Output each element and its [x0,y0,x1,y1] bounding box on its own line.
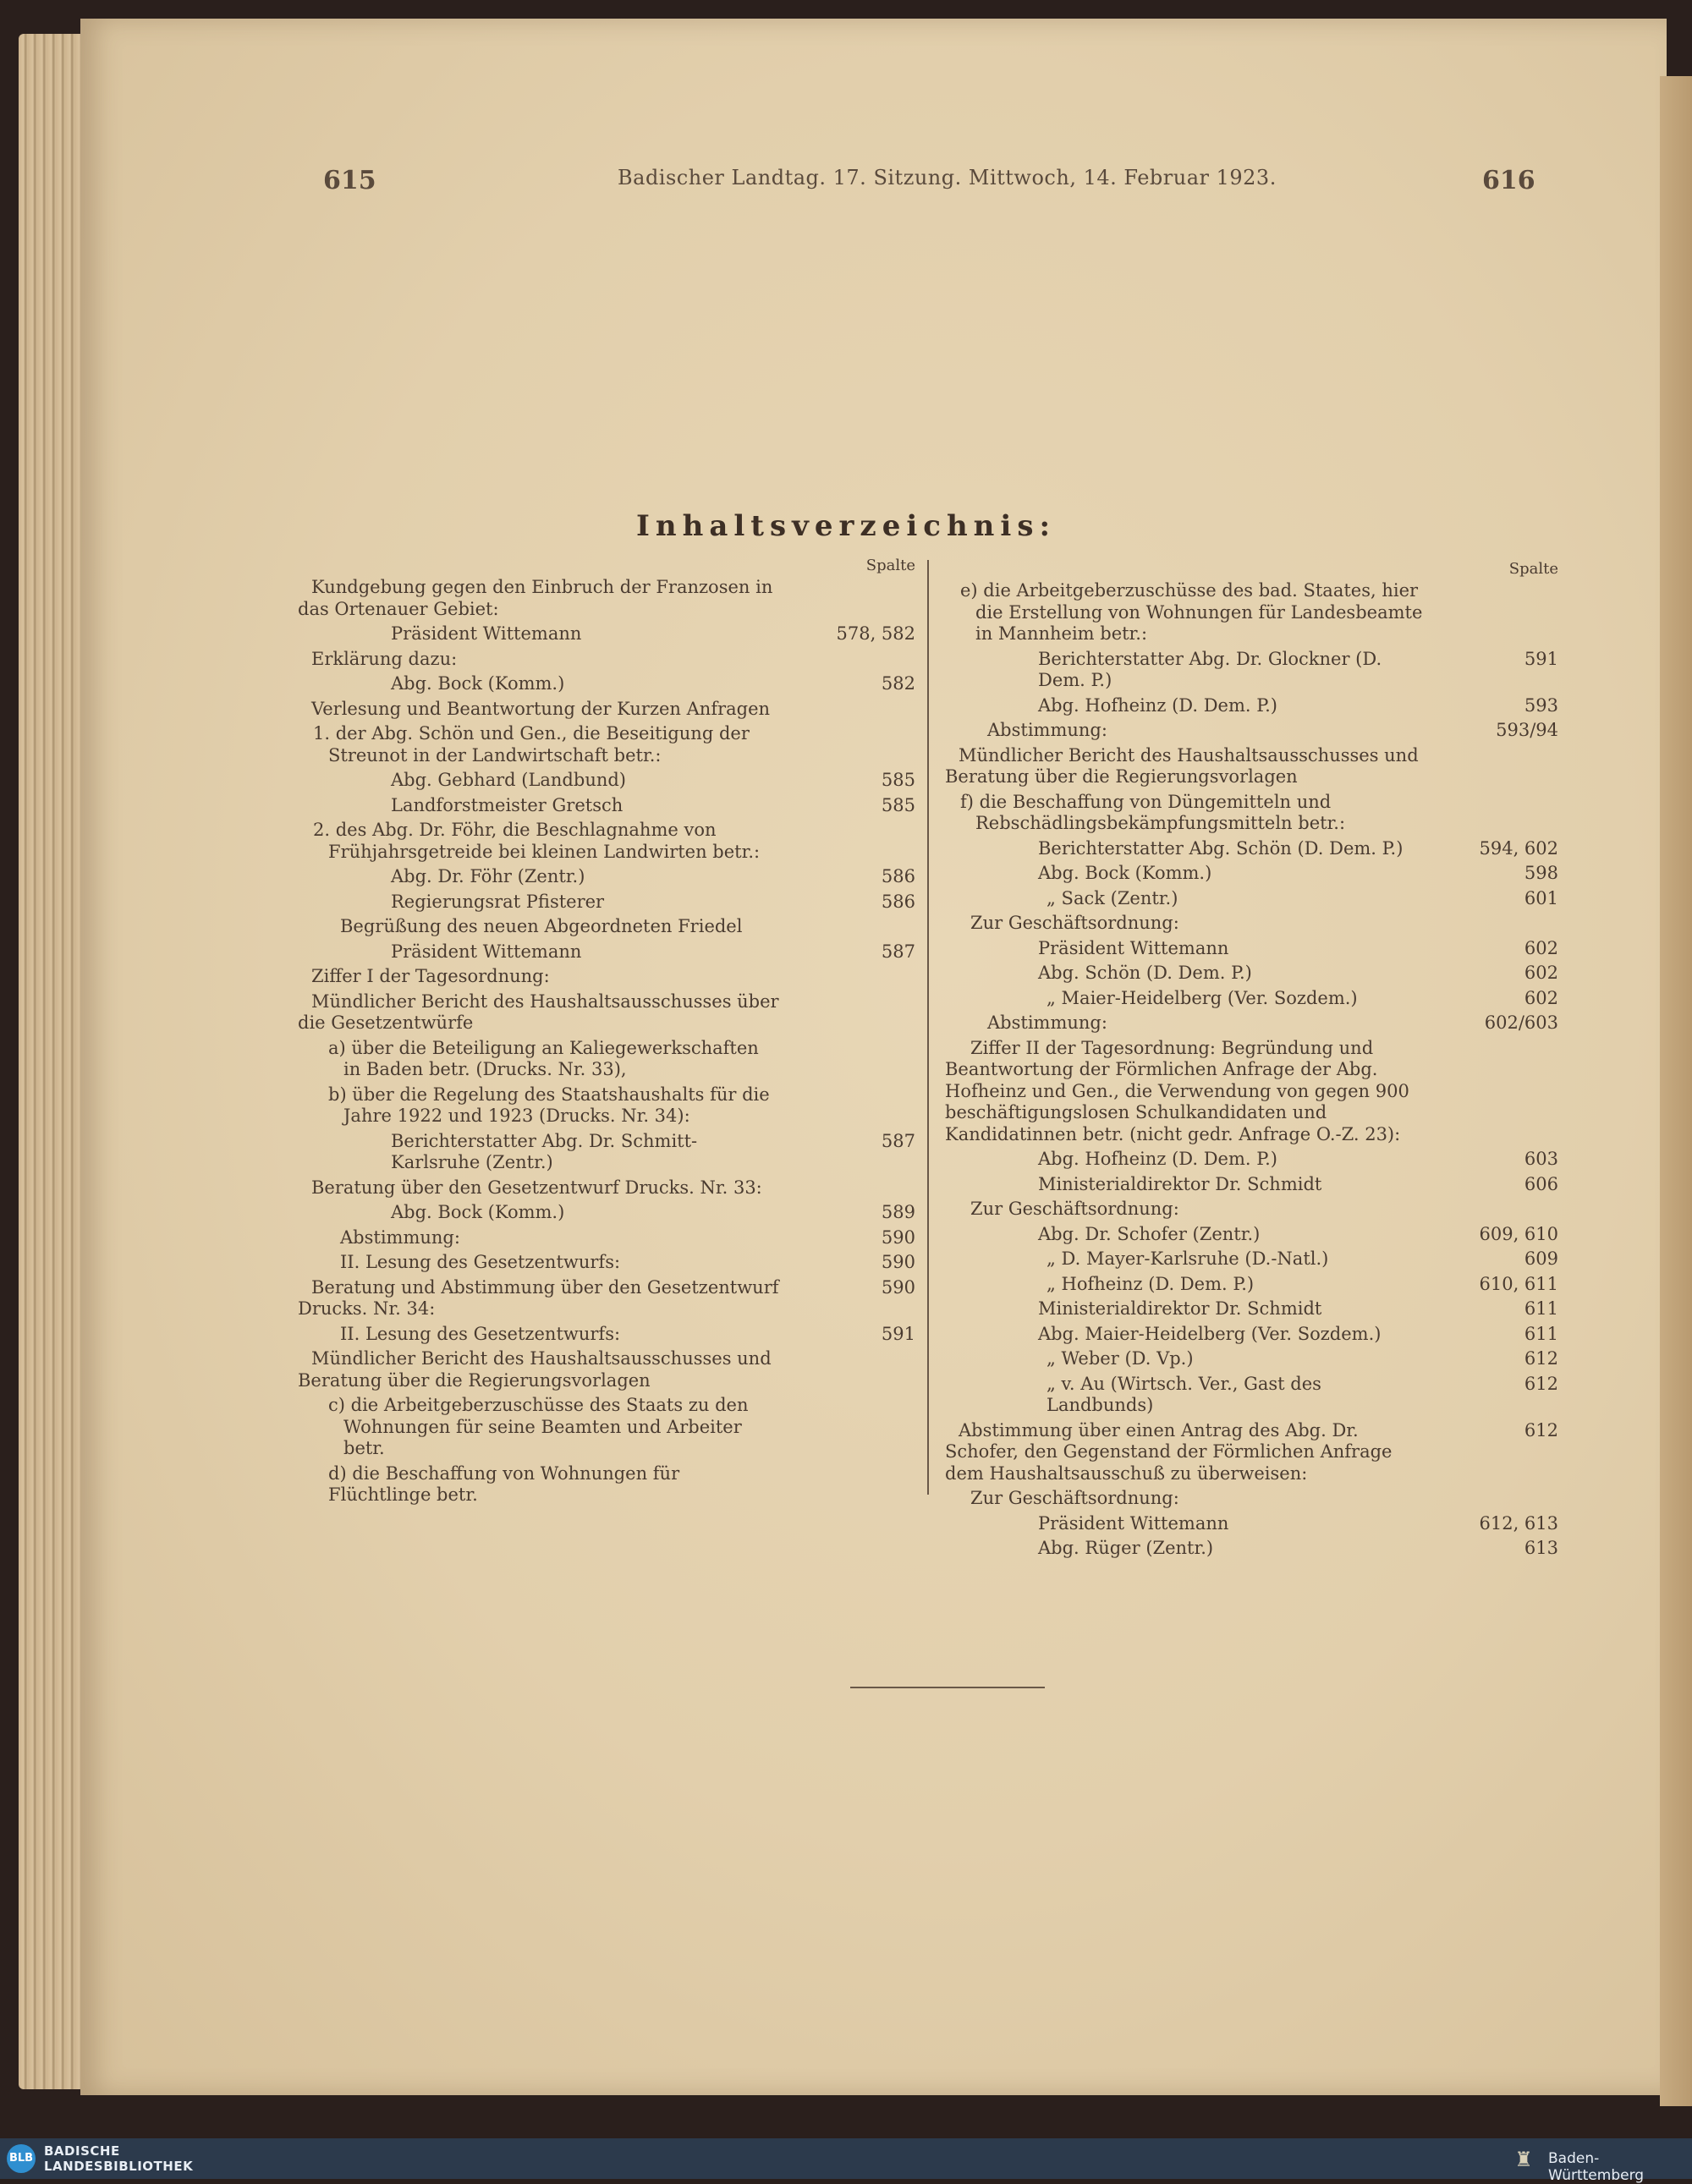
toc-entry-text: Abg. Hofheinz (D. Dem. P.) [1038,1149,1277,1169]
end-rule [850,1687,1045,1688]
toc-entry [945,580,1558,645]
toc-entry-column-number: 586 [881,866,915,886]
toc-entry [945,963,1558,985]
toc-entry-column-number: 591 [881,1323,915,1344]
toc-entry [945,1149,1558,1171]
toc-entry-text: Abg. Bock (Komm.) [1038,863,1212,883]
spalte-label: Spalte [865,557,915,574]
library-name-line2: LANDESBIBLIOTHEK [44,2159,194,2174]
toc-entry-text: Abg. Dr. Schofer (Zentr.) [1038,1223,1261,1244]
toc-entry-text: Präsident Wittemann [391,941,582,962]
toc-entry-text: Kundgebung gegen den Einbruch der Franzosen in das Ortenauer Gebiet: [298,577,773,619]
toc-entry-text: Abg. Schön (D. Dem. P.) [1038,963,1252,983]
toc-entry [945,838,1558,860]
toc-entry [945,863,1558,885]
toc-entry-text: Regierungsrat Pfisterer [391,891,605,912]
toc-entry-column-number: 603 [1524,1149,1558,1169]
toc-entry-text: Abg. Bock (Komm.) [391,1202,565,1222]
toc-entry [945,1298,1558,1320]
toc-entry-text: Abg. Dr. Föhr (Zentr.) [391,866,585,886]
toc-entry-column-number: 613 [1524,1538,1558,1558]
toc-entry-column-number: 587 [881,1130,915,1151]
toc-entry-column-number: 591 [1524,648,1558,669]
toc-entry-text: Mündlicher Bericht des Haushaltsausschusses über die Gesetzentwürfe [298,990,779,1033]
toc-entry-text: Beratung und Abstimmung über den Gesetzentwurf Drucks. Nr. 34: [298,1276,779,1319]
toc-entry-text: Berichterstatter Abg. Dr. Schmitt-Karlsruhe (Zentr.) [391,1130,698,1172]
toc-entry-text: Abg. Maier-Heidelberg (Ver. Sozdem.) [1038,1323,1382,1344]
toc-entry [945,1420,1558,1485]
toc-entry-text: Ministerialdirektor Dr. Schmidt [1038,1298,1322,1319]
toc-entry [945,1513,1558,1535]
toc-entry-column-number: 602 [1524,963,1558,983]
toc-entry [945,720,1558,742]
toc-entry-column-number: 598 [1524,863,1558,883]
left-column [298,555,915,1506]
footer-bar [0,2138,1692,2184]
toc-entry [298,1084,915,1128]
toc-entry-column-number: 594, 602 [1479,837,1558,859]
toc-entry-text: Abg. Rüger (Zentr.) [1038,1538,1214,1558]
toc-entry [298,623,915,645]
toc-entry-column-number: 601 [1524,887,1558,908]
toc-entry-column-number: 585 [881,794,915,815]
toc-entry-text: 2. des Abg. Dr. Föhr, die Beschlagnahme von Frühjahrsgetreide bei kleinen Landwirten betr.: [313,820,761,862]
spalte-label: Spalte [1508,560,1558,578]
toc-entry-text: „ Weber (D. Vp.) [1047,1348,1194,1369]
toc-entry-text: Ministerialdirektor Dr. Schmidt [1038,1173,1322,1194]
toc-entry [298,1324,915,1346]
toc-entry [298,1252,915,1274]
region-name[interactable]: Baden-Württemberg [1548,2150,1645,2184]
toc-entry-text: Verlesung und Beantwortung der Kurzen Anfragen [311,698,771,719]
toc-entry [945,1199,1558,1221]
toc-entry-column-number: 612 [1524,1419,1558,1440]
toc-entry-text: „ Hofheinz (D. Dem. P.) [1047,1273,1255,1294]
toc-entry [298,673,915,695]
toc-entry [298,941,915,963]
toc-entry-column-number: 593 [1524,694,1558,716]
toc-entry-text: 1. der Abg. Schön und Gen., die Beseitigung der Streunot in der Landwirtschaft betr.: [313,723,750,765]
facing-page-edge [1660,76,1692,2106]
page-number-left: 615 [323,166,376,195]
header-title: Badischer Landtag. 17. Sitzung. Mittwoch, 14. Februar 1923. [618,166,1277,189]
library-name[interactable] [44,2143,193,2174]
toc-entry-column-number: 612 [1524,1373,1558,1394]
toc-entry-text: II. Lesung des Gesetzentwurfs: [340,1252,621,1272]
toc-entry [298,892,915,914]
toc-entry-text: Ziffer II der Tagesordnung: Begründung und Beantwortung der Förmlichen Anfrage der Abg. Hofheinz und Gen., die Verwendung von gegen 900 beschäftigungslosen Schulkandidaten und Kandidatinnen betr. (nicht gedr. Anfrage O.-Z. 23): [945,1037,1409,1144]
toc-entry-column-number: 602 [1524,987,1558,1008]
toc-entry [945,695,1558,717]
toc-entry [298,1463,915,1506]
toc-entry-text: Berichterstatter Abg. Schön (D. Dem. P.) [1038,837,1404,859]
toc-entry [298,991,915,1034]
toc-entry-text: Mündlicher Bericht des Haushaltsausschusses und Beratung über die Regierungsvorlagen [298,1348,772,1391]
toc-entry-text: Abg. Gebhard (Landbund) [391,770,627,790]
toc-entry-column-number: 602/603 [1484,1012,1558,1033]
toc-entry [298,1348,915,1391]
toc-entry-text: Erklärung dazu: [311,648,458,669]
toc-entry-text: Zur Geschäftsordnung: [970,913,1179,933]
toc-entry-column-number: 612, 613 [1479,1512,1558,1534]
toc-entry-column-number: 590 [881,1226,915,1248]
toc-entry [298,1277,915,1320]
toc-entry-text: f) die Beschaffung von Düngemitteln und Rebschädlingsbekämpfungsmitteln betr.: [960,791,1346,833]
toc-entry [945,1488,1558,1510]
toc-entry-column-number: 589 [881,1202,915,1222]
toc-entry [298,723,915,766]
toc-entry [945,649,1558,692]
toc-entry-text: Begrüßung des neuen Abgeordneten Friedel [340,916,743,936]
toc-entry [945,938,1558,960]
toc-entry-text: Zur Geschäftsordnung: [970,1199,1179,1219]
toc-entry-column-number: 609 [1524,1248,1558,1269]
toc-entry [945,888,1558,910]
toc-entry [298,1395,915,1460]
running-header [0,166,1692,200]
toc-entry-text: Abstimmung: [987,1012,1107,1033]
right-column [945,558,1558,1560]
toc-entry [945,1224,1558,1246]
toc-entry [945,1348,1558,1370]
toc-entry-text: Abstimmung über einen Antrag des Abg. Dr. Schofer, den Gegenstand der Förmlichen Anfrage dem Haushaltsausschuß zu überweisen: [945,1419,1393,1484]
toc-entry-column-number: 593/94 [1496,720,1558,740]
toc-entry-column-number: 606 [1524,1173,1558,1194]
toc-entry [298,1202,915,1224]
toc-entry-text: b) über die Regelung des Staatshaushalts für die Jahre 1922 und 1923 (Drucks. Nr. 34): [328,1084,770,1126]
toc-entry [945,913,1558,935]
toc-entry-column-number: 602 [1524,937,1558,958]
toc-entry [945,1274,1558,1296]
toc-entry-column-number: 587 [881,941,915,962]
toc-entry [945,792,1558,835]
blb-logo-icon[interactable]: BLB [7,2144,36,2173]
toc-entry-text: Beratung über den Gesetzentwurf Drucks. Nr. 33: [311,1177,762,1198]
toc-entry [945,745,1558,788]
toc-entry-column-number: 590 [881,1276,915,1298]
toc-entry-text: Ziffer I der Tagesordnung: [311,966,550,986]
toc-entry-text: II. Lesung des Gesetzentwurfs: [340,1323,621,1344]
toc-entry [945,1248,1558,1270]
toc-entry-column-number: 609, 610 [1479,1223,1558,1244]
toc-entry-text: a) über die Beteiligung an Kaliegewerkschaften in Baden betr. (Drucks. Nr. 33), [328,1037,759,1079]
toc-entry-text: c) die Arbeitgeberzuschüsse des Staats zu den Wohnungen für seine Beamten und Arbeiter betr. [328,1395,749,1458]
toc-entry-text: Abg. Hofheinz (D. Dem. P.) [1038,694,1277,716]
toc-entry-column-number: 590 [881,1252,915,1272]
toc-entry-column-number: 585 [881,770,915,790]
toc-entry [298,1131,915,1174]
toc-entry-text: Abstimmung: [987,720,1107,740]
toc-entry [298,699,915,721]
page-number-right: 616 [1482,166,1535,195]
toc-entry [298,1177,915,1199]
toc-entry [298,577,915,620]
toc-entry-text: Abstimmung: [340,1226,460,1248]
coat-of-arms-icon: ♜ [1514,2148,1533,2171]
toc-entry-text: Mündlicher Bericht des Haushaltsausschusses und Beratung über die Regierungsvorlagen [945,744,1419,787]
toc-entry-text: Landforstmeister Gretsch [391,794,624,815]
toc-entry [298,649,915,671]
toc-entry [298,820,915,863]
toc-entry [298,795,915,817]
column-divider [927,560,929,1495]
toc-entry-text: Präsident Wittemann [1038,1512,1229,1534]
toc-entry-column-number: 610, 611 [1479,1273,1558,1294]
toc-entry-column-number: 586 [881,891,915,912]
toc-entry [298,866,915,888]
toc-entry-text: „ v. Au (Wirtsch. Ver., Gast des Landbunds) [1047,1373,1321,1415]
toc-entry [945,1174,1558,1196]
toc-entry-text: „ Maier-Heidelberg (Ver. Sozdem.) [1047,987,1358,1008]
toc-entry [945,988,1558,1010]
toc-entry-column-number: 582 [881,673,915,694]
toc-entry-text: Präsident Wittemann [1038,937,1229,958]
toc-entry-column-number: 578, 582 [836,623,915,644]
toc-entry [945,1012,1558,1034]
toc-entry [298,966,915,988]
toc-entry-text: Präsident Wittemann [391,623,582,644]
toc-entry-column-number: 611 [1524,1298,1558,1319]
toc-entry-column-number: 612 [1524,1348,1558,1369]
toc-entry [945,1324,1558,1346]
library-name-line1: BADISCHE [44,2143,120,2159]
toc-entry-text: Zur Geschäftsordnung: [970,1488,1179,1508]
toc-entry-text: „ D. Mayer-Karlsruhe (D.-Natl.) [1047,1248,1329,1269]
toc-entry-text: e) die Arbeitgeberzuschüsse des bad. Staates, hier die Erstellung von Wohnungen für Landesbeamte in Mannheim betr.: [960,580,1423,644]
toc-entry [298,1038,915,1081]
toc-title: Inhaltsverzeichnis: [635,509,1057,543]
toc-entry [945,1374,1558,1417]
toc-entry-text: „ Sack (Zentr.) [1047,887,1178,908]
toc-entry-text: d) die Beschaffung von Wohnungen für Flüchtlinge betr. [328,1462,680,1505]
toc-entry-text: Abg. Bock (Komm.) [391,673,565,694]
toc-entry [945,1538,1558,1560]
toc-entry [298,916,915,938]
toc-entry-text: Berichterstatter Abg. Dr. Glockner (D. Dem. P.) [1038,648,1382,690]
toc-entry-column-number: 611 [1524,1323,1558,1344]
toc-entry [298,770,915,792]
toc-entry [945,1038,1558,1146]
toc-entry [298,1227,915,1249]
